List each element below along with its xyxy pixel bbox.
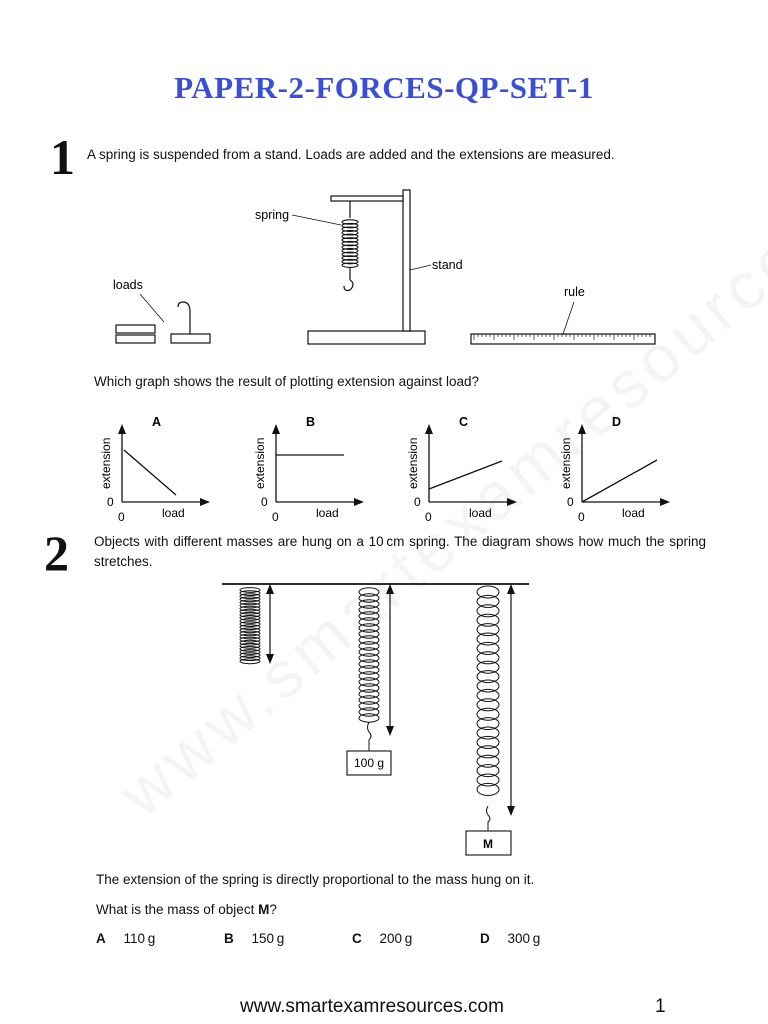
spring-1-coil xyxy=(240,628,260,633)
option-c-value: 200 g xyxy=(379,931,413,946)
graph-d-xlabel: load xyxy=(622,506,645,520)
spring-3-coil xyxy=(477,699,499,711)
spring-1-coil xyxy=(240,656,260,661)
spring-1-coil xyxy=(240,597,260,602)
graph-c-letter: C xyxy=(459,415,469,429)
graph-b-xlabel: load xyxy=(316,506,339,520)
spring-1-coil xyxy=(240,619,260,624)
spring-3-coil xyxy=(477,605,499,617)
spring-1-coil xyxy=(240,631,260,636)
spring-1-coil xyxy=(240,588,260,593)
graph-c-origin-y: 0 xyxy=(414,495,421,509)
spring-3-coil xyxy=(477,708,499,720)
graph-b-origin-y: 0 xyxy=(261,495,268,509)
spring-3-coil xyxy=(477,642,499,654)
spring-3-coil xyxy=(477,595,499,607)
graph-d-letter: D xyxy=(612,415,622,429)
option-b xyxy=(224,929,284,949)
spring-1-coil xyxy=(240,606,260,611)
graph-b-letter: B xyxy=(306,415,316,429)
page-number: 1 xyxy=(655,996,666,1017)
spring-1-coil xyxy=(240,612,260,617)
spring-1-coil xyxy=(240,600,260,605)
page-title: PAPER-2-FORCES-QP-SET-1 xyxy=(174,70,594,105)
option-a-letter: A xyxy=(96,931,106,946)
spring-1-coil xyxy=(240,637,260,642)
spring-1-coil xyxy=(240,647,260,652)
spring-3-coil xyxy=(477,746,499,758)
rule-label: rule xyxy=(564,285,585,299)
spring-3-coil xyxy=(477,736,499,748)
question-2-prompt-prefix: What is the mass of object xyxy=(96,902,259,917)
spring-1-coil xyxy=(240,640,260,645)
spring-3-coil xyxy=(477,774,499,786)
question-2-statement: The extension of the spring is directly proportional to the mass hung on it. xyxy=(96,872,535,887)
spring-3-coil xyxy=(477,586,499,598)
question-2-stem: Objects with different masses are hung on a 10 cm spring. The diagram shows how much the spring stretches. xyxy=(94,534,706,569)
graph-d-origin-x: 0 xyxy=(578,510,585,524)
spring-1-coil xyxy=(240,625,260,630)
spring-1-coil xyxy=(240,634,260,639)
option-c-letter: C xyxy=(352,931,362,946)
option-d-letter: D xyxy=(480,931,490,946)
spring-3-coil xyxy=(477,614,499,626)
option-a xyxy=(96,929,155,949)
spring-3-coil xyxy=(477,765,499,777)
graph-b-ylabel: extension xyxy=(253,437,267,489)
option-d xyxy=(480,929,540,949)
option-b-value: 150 g xyxy=(251,931,285,946)
question-1-prompt: Which graph shows the result of plotting extension against load? xyxy=(94,374,479,389)
spring-3-coil xyxy=(477,652,499,664)
option-d-value: 300 g xyxy=(507,931,541,946)
question-2-number: 2 xyxy=(44,525,69,581)
spring-1-coil xyxy=(240,659,260,664)
graph-a-ylabel: extension xyxy=(99,437,113,489)
stand-label: stand xyxy=(432,258,463,272)
spring-1-coil xyxy=(240,591,260,596)
graph-c-origin-x: 0 xyxy=(425,510,432,524)
graph-a-origin-y: 0 xyxy=(107,495,114,509)
graph-b-origin-x: 0 xyxy=(272,510,279,524)
spring-3-coil xyxy=(477,633,499,645)
graph-a-origin-x: 0 xyxy=(118,510,125,524)
option-b-letter: B xyxy=(224,931,234,946)
spring-2-coil xyxy=(359,714,379,722)
graph-a-letter: A xyxy=(152,415,162,429)
spring-3-coil xyxy=(477,689,499,701)
spring-1-coil xyxy=(240,616,260,621)
spring-1-coil xyxy=(240,650,260,655)
spring-3-coil xyxy=(477,783,499,795)
spring-1-coil xyxy=(240,653,260,658)
spring-3-coil xyxy=(477,755,499,767)
question-2-prompt-suffix: ? xyxy=(269,902,277,917)
footer-url[interactable]: www.smartexamresources.com xyxy=(240,996,504,1017)
spring-3-coil xyxy=(477,680,499,692)
graph-a-xlabel: load xyxy=(162,506,185,520)
spring-1-coil xyxy=(240,643,260,648)
spring-3-coil xyxy=(477,661,499,673)
question-1-stem: A spring is suspended from a stand. Loads are added and the extensions are measured. xyxy=(87,147,615,162)
graph-d-ylabel: extension xyxy=(559,437,573,489)
spring-3-coil xyxy=(477,718,499,730)
option-a-value: 110 g xyxy=(123,931,156,946)
graph-c-xlabel: load xyxy=(469,506,492,520)
spring-1-coil xyxy=(240,622,260,627)
spring-3-coil xyxy=(477,624,499,636)
question-1-number: 1 xyxy=(50,129,75,185)
question-2-prompt xyxy=(96,900,277,920)
mass-100g-label: 100 g xyxy=(353,756,385,770)
option-c xyxy=(352,929,412,949)
spring-label: spring xyxy=(255,208,290,222)
spring-3-coil xyxy=(477,671,499,683)
spring-1-coil xyxy=(240,609,260,614)
loads-label: loads xyxy=(113,278,143,292)
mass-m-label: M xyxy=(483,837,493,851)
spring-3-coil xyxy=(477,727,499,739)
spring-1-coil xyxy=(240,603,260,608)
spring-1-coil xyxy=(240,594,260,599)
question-2-prompt-bold: M xyxy=(258,902,270,917)
graph-c-ylabel: extension xyxy=(406,437,420,489)
graph-d-origin-y: 0 xyxy=(567,495,574,509)
